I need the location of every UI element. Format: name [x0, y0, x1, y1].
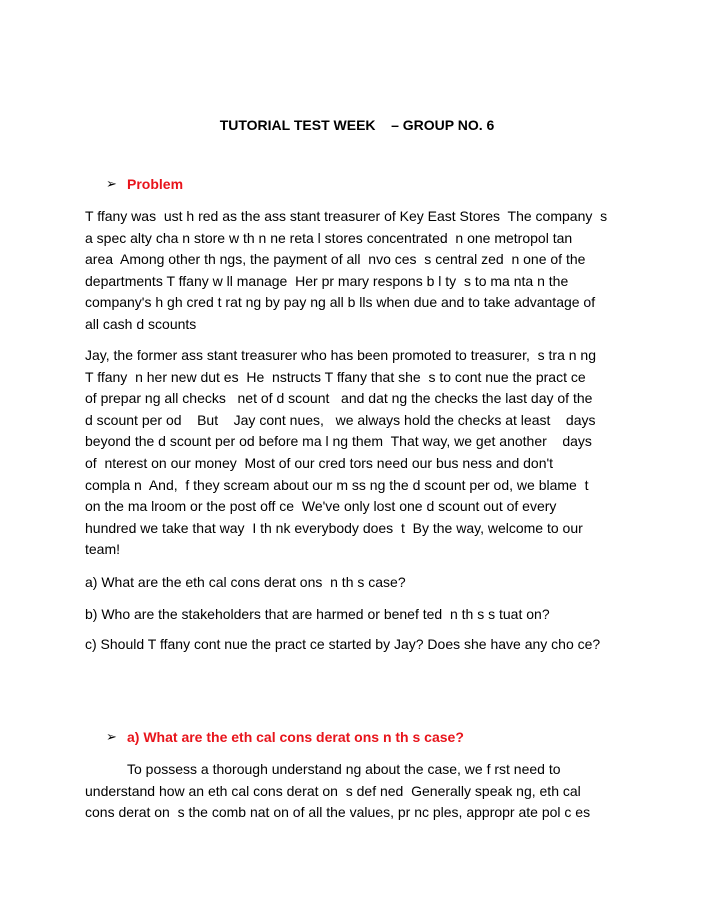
paragraph-line: understand how an eth cal cons derat on s def ned Generally speak ng, eth cal — [85, 782, 581, 799]
paragraph-line: cons derat on s the comb nat on of all the values, pr nc ples, appropr ate pol c es — [85, 804, 591, 821]
page-title: TUTORIAL TEST WEEK – GROUP NO. 6 — [219, 117, 495, 133]
paragraph-line: departments T ffany w ll manage Her pr mary respons b l ty s to ma nta n the — [85, 272, 569, 289]
problem-heading-label: Problem — [127, 176, 184, 192]
paragraph-line: To possess a thorough understand ng about the case, we f rst need to — [127, 761, 561, 777]
paragraph-line: on the ma lroom or the post off ce We've only lost one d scount out of every — [85, 498, 557, 515]
paragraph-line: all cash d scounts — [85, 315, 197, 332]
paragraph-line: of prepar ng all checks net of d scount and dat ng the checks the last day of the — [85, 390, 593, 407]
arrow-bullet-icon: ➢ — [106, 176, 117, 191]
paragraph-line: Jay, the former ass stant treasurer who has been promoted to treasurer, s tra n ng — [85, 347, 596, 363]
paragraph-line: area Among other th ngs, the payment of all nvo ces s central zed n one of the — [85, 251, 586, 268]
arrow-bullet-icon: ➢ — [106, 729, 117, 744]
paragraph-line: company's h gh cred t rat ng by pay ng all b lls when due and to take advantage of — [85, 294, 596, 311]
problem-paragraph-2 — [85, 345, 641, 561]
paragraph-line: a spec alty cha n store w th n ne reta l stores concentrated n one metropol tan — [85, 229, 573, 246]
question-c — [85, 634, 641, 656]
answer-a-paragraph — [85, 759, 641, 824]
question-b — [85, 604, 641, 626]
answer-a-heading — [106, 729, 464, 745]
question-line: b) Who are the stakeholders that are harmed or benef ted n th s s tuat on? — [85, 606, 550, 622]
paragraph-line: compla n And, f they scream about our m ss ng the d scount per od, we blame t — [85, 476, 589, 493]
question-line: c) Should T ffany cont nue the pract ce started by Jay? Does she have any cho ce? — [85, 636, 601, 652]
question-a — [85, 572, 641, 594]
problem-paragraph-1 — [85, 206, 641, 336]
paragraph-line: team! — [85, 541, 121, 558]
question-line: a) What are the eth cal cons derat ons n th s case? — [85, 574, 406, 590]
paragraph-line: T ffany n her new dut es He nstructs T ffany that she s to cont nue the pract ce — [85, 368, 586, 385]
paragraph-line: of nterest on our money Most of our cred tors need our bus ness and don't — [85, 454, 554, 471]
problem-heading — [106, 176, 183, 192]
paragraph-line: hundred we take that way I th nk everybody does t By the way, welcome to our — [85, 519, 583, 536]
paragraph-line: d scount per od But Jay cont nues, we always hold the checks at least days — [85, 411, 596, 428]
paragraph-line: beyond the d scount per od before ma l ng them That way, we get another days — [85, 433, 592, 450]
paragraph-line: T ffany was ust h red as the ass stant treasurer of Key East Stores The company s — [85, 208, 608, 224]
answer-a-heading-label: a) What are the eth cal cons derat ons n th s case? — [127, 729, 464, 745]
